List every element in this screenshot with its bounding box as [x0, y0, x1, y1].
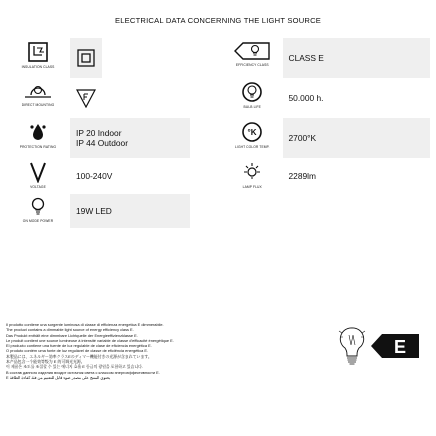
spec-caption: PROTECTION RATING	[19, 145, 57, 149]
spec-icon-cell	[6, 38, 70, 78]
spec-caption: EFFICIENCY CLASS	[235, 63, 269, 67]
notice-line: Das Produkt enthält eine dimmbare Lichtquelle der Energieeffizienzklasse E.	[6, 332, 138, 338]
notice-line: Il prodotto contiene una sorgente luminosa di classe di efficienza energetica E dimmerabile.	[6, 322, 164, 327]
bulb-life-icon	[241, 81, 263, 103]
voltage-icon	[28, 161, 48, 183]
spec-caption: ON MODE POWER	[22, 219, 54, 223]
efficiency-class-icon	[233, 41, 271, 61]
light-color-temp-icon	[241, 121, 263, 143]
spec-value-cell	[70, 194, 190, 228]
spec-icon-cell	[6, 158, 70, 194]
spec-row-efficiency	[222, 38, 430, 78]
insulation-class-icon	[27, 41, 49, 63]
notice-line: The product contains a dimmable light source of energy efficiency class E.	[6, 327, 134, 333]
spec-value: 50.000 h.	[288, 93, 324, 103]
notice-line: يحتوي المنتج على مصدر ضوء قابل للتعتيم من فئة كفاءة الطاقة E	[6, 374, 111, 380]
spec-row-bulb-life	[222, 78, 430, 118]
notice-line: 이 제품은 조도를 조절할 수 있는 에너지 효율 E 등급의 광원을 포함하고 있습니다.	[6, 364, 143, 370]
lamp-flux-icon	[241, 161, 263, 183]
energy-class-badge	[370, 333, 420, 359]
spec-caption: INSULATION CLASS	[21, 65, 55, 69]
spec-caption: LAMP FLUX	[242, 185, 262, 189]
spec-value-cell	[70, 158, 190, 194]
notice-line: 本製品には、エネルギー効率クラスEのディマー機能付きの光源が含まれています。	[6, 353, 152, 359]
protection-rating-icon	[27, 121, 49, 143]
notice-line: В состав данного изделия входит источник света с классом энергоэффективности E.	[6, 369, 160, 375]
svg-text:°K: °K	[247, 128, 257, 137]
spec-value: 2700°K	[288, 133, 317, 143]
page-title: ELECTRICAL DATA CONCERNING THE LIGHT SOURCE	[114, 16, 322, 25]
spec-value: 2289lm	[288, 171, 316, 181]
spec-value: 19W LED	[76, 206, 112, 216]
spec-icon-cell	[6, 78, 70, 118]
class-two-icon	[76, 48, 96, 68]
multilingual-notice	[6, 322, 326, 380]
spec-caption: LIGHT COLOR TEMP.	[235, 145, 270, 149]
direct-mounting-icon	[23, 81, 53, 101]
notice-line: Le produit contient une source lumineuse à intensité variable de classe d'efficacité énergétique E.	[6, 337, 174, 343]
notice-line: El producto contiene una fuente de luz regulable de clase de eficiencia energética E.	[6, 343, 152, 349]
spec-icon-cell	[222, 158, 283, 194]
spec-value: 100-240V	[76, 171, 113, 181]
spec-row-power	[6, 194, 430, 228]
f-mark-icon	[75, 88, 97, 108]
spec-icon-cell	[222, 118, 283, 158]
spec-icon-cell	[222, 38, 283, 78]
spec-value: CLASS E	[288, 53, 324, 63]
notice-line: O produto contém uma fonte de luz regulável de classe de eficiência energética E.	[6, 348, 149, 354]
notice-line: 本产品包含一个能效等级为 E 的可调光光源。	[6, 359, 85, 365]
spec-caption: VOLTAGE	[30, 185, 46, 189]
on-mode-power-icon	[30, 197, 46, 217]
spec-value-cell	[283, 38, 430, 78]
spec-value-cell	[283, 118, 430, 158]
spec-icon-cell	[6, 194, 70, 228]
f-mark-symbol-cell	[70, 78, 102, 118]
dimmable-bulb-icon	[337, 325, 367, 369]
spec-row-color-temp	[222, 118, 430, 158]
spec-value: IP 20 Indoor IP 44 Outdoor	[76, 128, 128, 148]
class-two-symbol-cell	[70, 38, 102, 78]
spec-value-cell	[70, 118, 190, 158]
spec-caption: BULB LIFE	[243, 105, 261, 109]
spec-value-cell	[283, 158, 430, 194]
spec-icon-cell	[222, 78, 283, 118]
spec-icon-cell	[6, 118, 70, 158]
spec-row-lamp-flux	[222, 158, 430, 194]
spec-value-cell	[283, 78, 430, 118]
spec-caption: DIRECT MOUNTING	[21, 103, 55, 107]
energy-class-letter: E	[393, 337, 407, 357]
